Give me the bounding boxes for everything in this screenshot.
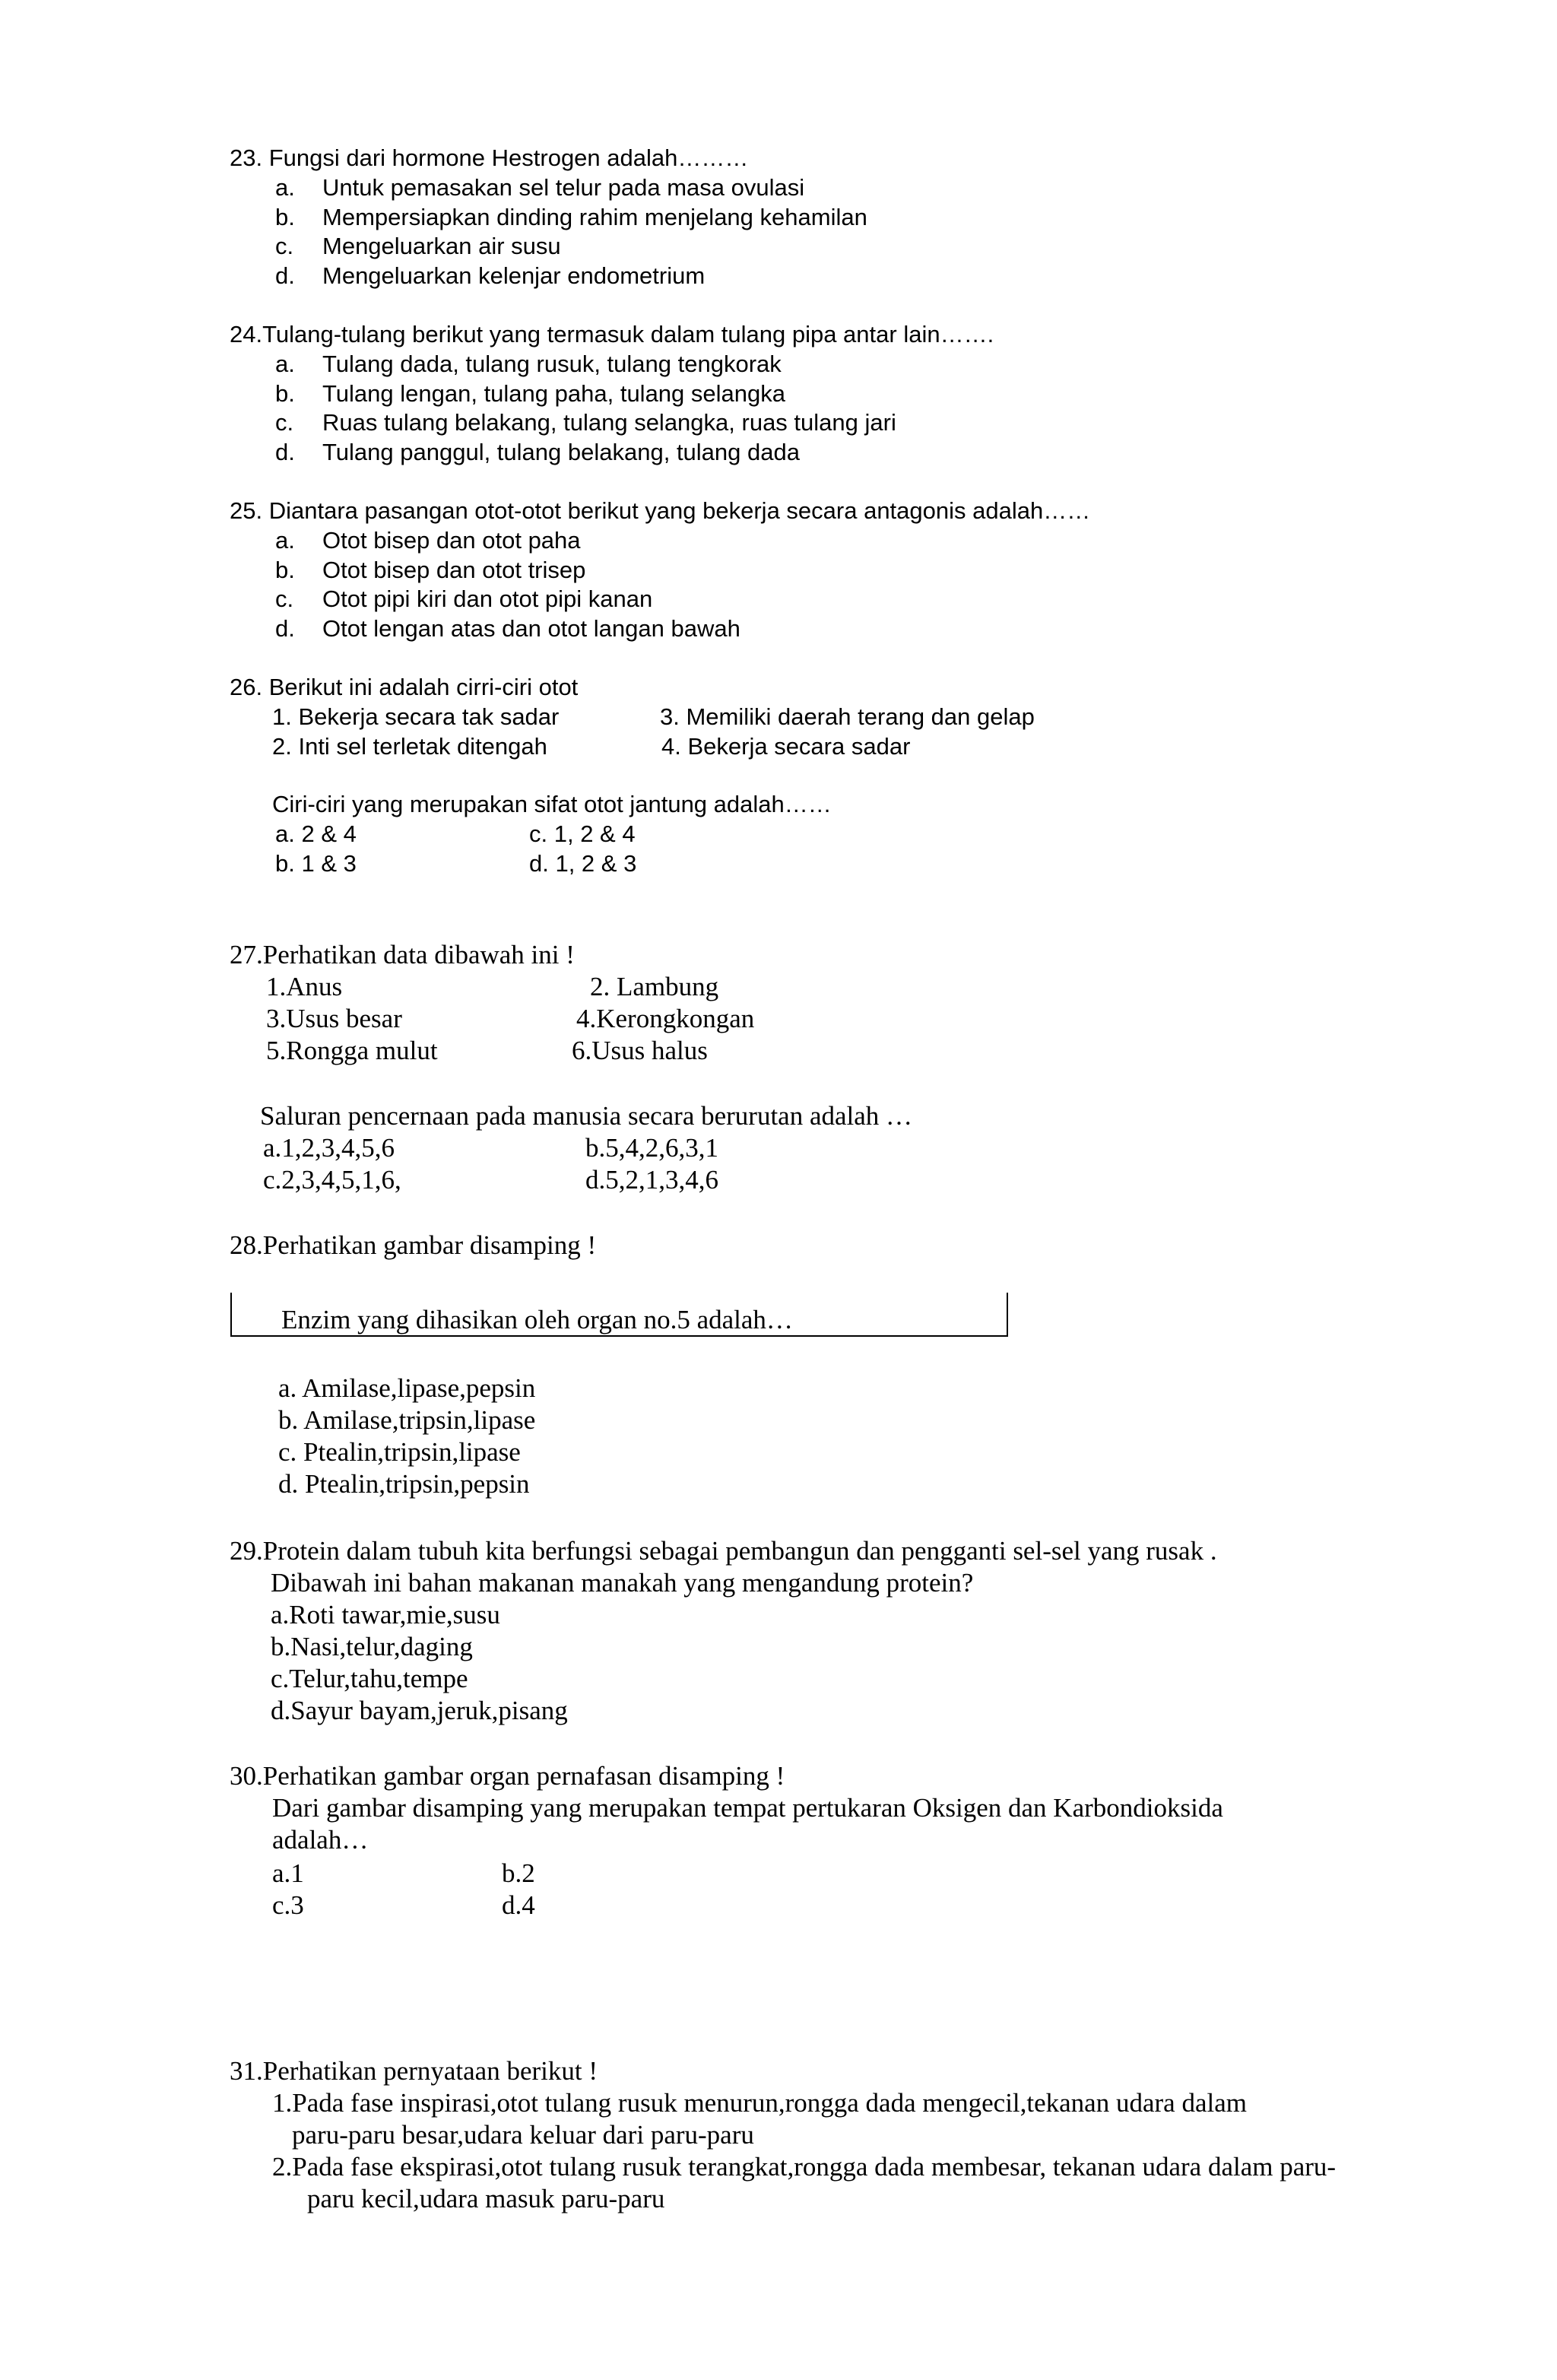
q26-option-b: b. 1 & 3 [275,850,357,877]
q27-item-2: 2. Lambung [590,972,719,1001]
q24-stem: 24.Tulang-tulang berikut yang termasuk dalam tulang pipa antar lain……. [230,321,994,347]
q28-option-a: a. Amilase,lipase,pepsin [278,1373,536,1403]
q29-option-d: d.Sayur bayam,jeruk,pisang [271,1696,568,1725]
q28-option-c: c. Ptealin,tripsin,lipase [278,1437,521,1467]
q26-option-d: d. 1, 2 & 3 [529,850,637,877]
q24-option-a: a. Tulang dada, tulang rusuk, tulang tengkorak [275,351,782,377]
q23-option-d: d. Mengeluarkan kelenjar endometrium [275,262,706,289]
q28-option-b: b. Amilase,tripsin,lipase [278,1405,536,1435]
q31-statement-2: 2.Pada fase ekspirasi,otot tulang rusuk terangkat,rongga dada membesar, tekanan udara dalam paru- [272,2152,1337,2182]
q26-item-1: 1. Bekerja secara tak sadar [272,703,560,730]
q28-stem: 28.Perhatikan gambar disamping ! [230,1230,597,1260]
q25-option-d: d. Otot lengan atas dan otot langan bawah [275,615,740,642]
q27-option-c: c.2,3,4,5,1,6, [263,1165,401,1195]
q27-item-5: 5.Rongga mulut [266,1036,438,1065]
q29-option-b: b.Nasi,telur,daging [271,1632,473,1661]
q31-statement-1: 1.Pada fase inspirasi,otot tulang rusuk menurun,rongga dada mengecil,tekanan udara dalam [272,2088,1247,2118]
q27-item-4: 4.Kerongkongan [576,1004,755,1033]
q27-item-1: 1.Anus [266,972,343,1001]
q26-item-2: 2. Inti sel terletak ditengah [272,733,547,760]
q27-stem: 27.Perhatikan data dibawah ini ! [230,940,575,969]
q26-option-a: a. 2 & 4 [275,820,357,847]
q30-option-d: d.4 [502,1890,535,1920]
q27-option-b: b.5,4,2,6,3,1 [585,1133,718,1163]
q29-stem-2: Dibawah ini bahan makanan manakah yang mengandung protein? [271,1568,974,1598]
q28-box-text: Enzim yang dihasikan oleh organ no.5 adalah… [281,1305,793,1334]
q24-option-c: c. Ruas tulang belakang, tulang selangka, ruas tulang jari [275,409,896,436]
q25-option-a: a. Otot bisep dan otot paha [275,527,581,554]
q28-option-d: d. Ptealin,tripsin,pepsin [278,1469,530,1499]
q25-option-b: b. Otot bisep dan otot trisep [275,557,586,583]
q27-item-3: 3.Usus besar [266,1004,402,1033]
q26-option-c: c. 1, 2 & 4 [529,820,636,847]
q25-stem: 25. Diantara pasangan otot-otot berikut yang bekerja secara antagonis adalah…… [230,497,1091,524]
q31-stem: 31.Perhatikan pernyataan berikut ! [230,2056,598,2086]
q23-option-b: b. Mempersiapkan dinding rahim menjelang kehamilan [275,204,867,230]
q26-item-4: 4. Bekerja secara sadar [661,733,911,760]
q31-statement-2-cont: paru kecil,udara masuk paru-paru [307,2184,665,2213]
q30-stem: 30.Perhatikan gambar organ pernafasan disamping ! [230,1761,785,1791]
q23-stem: 23. Fungsi dari hormone Hestrogen adalah……… [230,144,749,171]
q24-option-b: b. Tulang lengan, tulang paha, tulang selangka [275,380,785,407]
q30-option-c: c.3 [272,1890,304,1920]
q30-option-b: b.2 [502,1858,535,1888]
q27-option-a: a.1,2,3,4,5,6 [263,1133,395,1163]
q24-option-d: d. Tulang panggul, tulang belakang, tulang dada [275,439,800,465]
q26-item-3: 3. Memiliki daerah terang dan gelap [660,703,1035,730]
q27-option-d: d.5,2,1,3,4,6 [585,1165,718,1195]
q29-option-a: a.Roti tawar,mie,susu [271,1600,500,1630]
q27-question: Saluran pencernaan pada manusia secara berurutan adalah … [260,1101,913,1131]
q31-statement-1-cont: paru-paru besar,udara keluar dari paru-paru [292,2120,754,2150]
q27-item-6: 6.Usus halus [572,1036,708,1065]
q23-option-a: a. Untuk pemasakan sel telur pada masa ovulasi [275,174,805,201]
q25-option-c: c. Otot pipi kiri dan otot pipi kanan [275,585,653,612]
q29-option-c: c.Telur,tahu,tempe [271,1664,468,1693]
q29-stem: 29.Protein dalam tubuh kita berfungsi sebagai pembangun dan pengganti sel-sel yang rusak . [230,1536,1217,1566]
q23-option-c: c. Mengeluarkan air susu [275,233,561,259]
q30-option-a: a.1 [272,1858,304,1888]
q26-question: Ciri-ciri yang merupakan sifat otot jantung adalah…… [272,791,832,817]
q26-stem: 26. Berikut ini adalah cirri-ciri otot [230,674,579,700]
q30-stem-3: adalah… [272,1825,369,1855]
q30-stem-2: Dari gambar disamping yang merupakan tempat pertukaran Oksigen dan Karbondioksida [272,1793,1223,1823]
